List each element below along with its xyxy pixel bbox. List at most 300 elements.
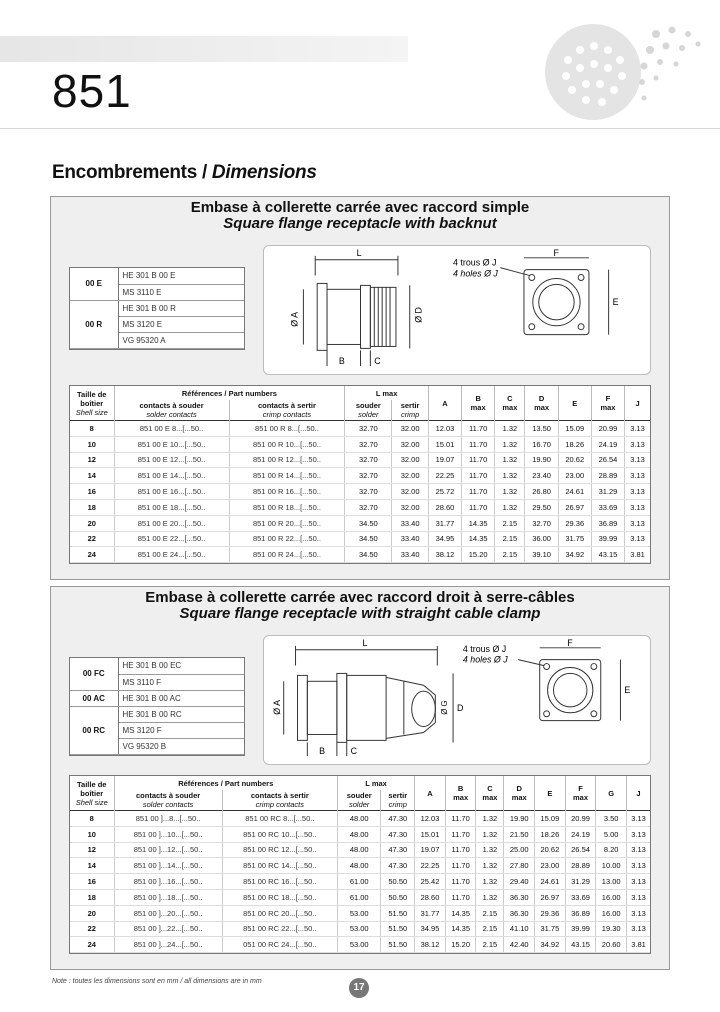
svg-text:4 trous Ø J: 4 trous Ø J (453, 257, 497, 268)
value-cell: 31.77 (428, 515, 461, 531)
header-col-e: E (558, 386, 591, 421)
value-cell: 11.70 (445, 811, 476, 827)
part-number-cell: 851 00 E 16...[...50.. (114, 484, 229, 500)
shell-size-cell: 22 (70, 921, 114, 937)
shell-size-cell: 8 (70, 811, 114, 827)
value-cell: 32.00 (392, 468, 429, 484)
header-col-c: C max (495, 386, 525, 421)
value-cell: 48.00 (338, 858, 381, 874)
shell-size-cell: 14 (70, 468, 114, 484)
value-cell: 26.97 (558, 499, 591, 515)
value-cell: 31.75 (535, 921, 566, 937)
value-cell: 32.00 (392, 452, 429, 468)
value-cell: 29.40 (504, 874, 535, 890)
table-row (70, 921, 650, 937)
header-part-numbers: Références / Part numbers (114, 386, 345, 400)
value-cell: 53.00 (338, 921, 381, 937)
value-cell: 15.01 (415, 826, 446, 842)
table-row (70, 436, 650, 452)
value-cell: 34.95 (415, 921, 446, 937)
value-cell: 36.89 (565, 905, 596, 921)
value-cell: 13.50 (525, 421, 558, 437)
value-cell: 33.40 (392, 515, 429, 531)
part-number-cell: 851 00 RC 16...[...50.. (222, 874, 337, 890)
value-cell: 1.32 (495, 452, 525, 468)
value-cell: 51.50 (381, 905, 415, 921)
shell-size-cell: 14 (70, 858, 114, 874)
shell-size-cell: 16 (70, 484, 114, 500)
shell-size-cell: 18 (70, 499, 114, 515)
value-cell: 3.13 (627, 889, 650, 905)
value-cell: 11.70 (462, 468, 495, 484)
value-cell: 3.13 (625, 436, 650, 452)
header-col-j: J (625, 386, 650, 421)
shell-size-cell: 24 (70, 937, 114, 953)
header-shell-size: Taille de boîtier Shell size (75, 779, 108, 807)
value-cell: 36.30 (504, 889, 535, 905)
value-cell: 18.26 (535, 826, 566, 842)
value-cell: 3.13 (627, 842, 650, 858)
header-solder-contacts: contacts à souder solder contacts (114, 400, 229, 421)
value-cell: 26.54 (591, 452, 624, 468)
value-cell: 23.00 (558, 468, 591, 484)
table-row (70, 937, 650, 953)
header-solder-contacts: contacts à souder solder contacts (114, 790, 222, 811)
part-number-cell: 851 00 E 14...[...50.. (114, 468, 229, 484)
value-cell: 25.72 (428, 484, 461, 500)
panel-title: Embase à collerette carrée avec raccord droit à serre-câbles Square flange receptacle with straight cable clamp (145, 589, 575, 622)
value-cell: 29.50 (525, 499, 558, 515)
value-cell: 34.92 (535, 937, 566, 953)
header-l-solder: souder solder (345, 400, 392, 421)
shell-size-cell: 24 (70, 547, 114, 563)
shell-size-cell: 8 (70, 421, 114, 437)
value-cell: 25.42 (415, 874, 446, 890)
header-l-crimp: sertir crimp (381, 790, 415, 811)
svg-text:L: L (362, 637, 368, 648)
panel-title: Embase à collerette carrée avec raccord simple Square flange receptacle with backnut (190, 199, 530, 232)
part-number-cell: 851 00 E 24...[...50.. (114, 547, 229, 563)
table-row (70, 858, 650, 874)
table-row (70, 842, 650, 858)
header-col-d: D max (504, 776, 535, 811)
header-l-max: L max (338, 776, 415, 790)
shell-size-cell: 10 (70, 436, 114, 452)
table-row (70, 468, 650, 484)
header-col-c: C max (476, 776, 504, 811)
value-cell: 11.70 (445, 874, 476, 890)
value-cell: 25.00 (504, 842, 535, 858)
part-number-cell: 851 00 RC 10...[...50.. (222, 826, 337, 842)
value-cell: 3.13 (625, 499, 650, 515)
value-cell: 15.09 (535, 811, 566, 827)
value-cell: 32.00 (392, 421, 429, 437)
value-cell: 11.70 (445, 858, 476, 874)
part-number-cell: 851 00 R 12...[...50.. (229, 452, 345, 468)
value-cell: 11.70 (445, 826, 476, 842)
part-number-cell: 851 00 R 22...[...50.. (229, 531, 345, 547)
value-cell: 32.70 (345, 499, 392, 515)
value-cell: 34.92 (558, 547, 591, 563)
part-number-cell: 851 00 R 8...[...50.. (229, 421, 345, 437)
value-cell: 14.35 (462, 531, 495, 547)
svg-text:L: L (356, 247, 362, 258)
shell-size-cell: 10 (70, 826, 114, 842)
value-cell: 11.70 (462, 452, 495, 468)
value-cell: 15.01 (428, 436, 461, 452)
part-number-cell: 851 00 RC 18...[...50.. (222, 889, 337, 905)
value-cell: 47.30 (381, 842, 415, 858)
reference-box: 00 FC HE 301 B 00 EC MS 3110 F 00 AC HE 301 B 00 AC 00 RC HE 301 B 00 RC MS 3120 F VG 95320 B (69, 657, 245, 756)
header-part-numbers: Références / Part numbers (114, 776, 338, 790)
part-number-cell: 851 00 R 16...[...50.. (229, 484, 345, 500)
value-cell: 3.50 (596, 811, 627, 827)
part-number-cell: 851 00 ]...12...[...50.. (114, 842, 222, 858)
value-cell: 16.00 (596, 889, 627, 905)
value-cell: 3.13 (627, 874, 650, 890)
header-divider (0, 128, 720, 129)
value-cell: 33.69 (565, 889, 596, 905)
value-cell: 20.62 (558, 452, 591, 468)
value-cell: 3.13 (627, 858, 650, 874)
value-cell: 3.13 (627, 905, 650, 921)
value-cell: 34.95 (428, 531, 461, 547)
value-cell: 48.00 (338, 842, 381, 858)
part-number-cell: 851 00 RC 12...[...50.. (222, 842, 337, 858)
value-cell: 22.25 (415, 858, 446, 874)
part-number-cell: 851 00 ]...20...[...50.. (114, 905, 222, 921)
value-cell: 1.32 (495, 484, 525, 500)
value-cell: 1.32 (495, 499, 525, 515)
value-cell: 36.89 (591, 515, 624, 531)
svg-text:F: F (553, 247, 559, 258)
value-cell: 26.97 (535, 889, 566, 905)
value-cell: 3.13 (625, 468, 650, 484)
value-cell: 1.32 (476, 811, 504, 827)
series-number: 851 (52, 65, 132, 117)
table-row (70, 874, 650, 890)
value-cell: 2.15 (495, 547, 525, 563)
header-col-f: F max (565, 776, 596, 811)
value-cell: 53.00 (338, 905, 381, 921)
value-cell: 3.13 (625, 531, 650, 547)
value-cell: 50.50 (381, 889, 415, 905)
value-cell: 33.69 (591, 499, 624, 515)
svg-text:Ø G: Ø G (440, 700, 450, 715)
shell-size-cell: 12 (70, 452, 114, 468)
value-cell: 18.26 (558, 436, 591, 452)
header-shell-size: Taille de boîtier Shell size (75, 389, 108, 417)
value-cell: 31.75 (558, 531, 591, 547)
value-cell: 19.90 (525, 452, 558, 468)
reference-box: 00 E HE 301 B 00 E MS 3110 E 00 R HE 301 B 00 R MS 3120 E VG 95320 A (69, 267, 245, 350)
header-bar (0, 36, 408, 62)
shell-size-cell: 18 (70, 889, 114, 905)
value-cell: 32.70 (525, 515, 558, 531)
value-cell: 36.00 (525, 531, 558, 547)
svg-text:B: B (338, 356, 345, 367)
header-col-a: A (415, 776, 446, 811)
value-cell: 28.89 (591, 468, 624, 484)
part-number-cell: 851 00 RC 22...[...50.. (222, 921, 337, 937)
value-cell: 12.03 (428, 421, 461, 437)
part-number-cell: 851 00 ]...22...[...50.. (114, 921, 222, 937)
value-cell: 39.99 (565, 921, 596, 937)
value-cell: 1.32 (495, 468, 525, 484)
part-number-cell: 851 00 ]...18...[...50.. (114, 889, 222, 905)
part-number-cell: 851 00 E 12...[...50.. (114, 452, 229, 468)
table-row (70, 905, 650, 921)
value-cell: 19.07 (428, 452, 461, 468)
decorative-dots-logo (538, 20, 708, 120)
value-cell: 36.30 (504, 905, 535, 921)
value-cell: 11.70 (462, 421, 495, 437)
value-cell: 47.30 (381, 811, 415, 827)
part-number-cell: 851 00 E 8...[...50.. (114, 421, 229, 437)
value-cell: 3.81 (625, 547, 650, 563)
table-row (70, 826, 650, 842)
table-row (70, 811, 650, 827)
value-cell: 39.99 (591, 531, 624, 547)
value-cell: 14.35 (462, 515, 495, 531)
value-cell: 32.00 (392, 436, 429, 452)
header-l-crimp: sertir crimp (392, 400, 429, 421)
part-number-cell: 851 00 R 24...[...50.. (229, 547, 345, 563)
value-cell: 24.19 (565, 826, 596, 842)
value-cell: 20.60 (596, 937, 627, 953)
panel-cable-clamp (50, 586, 670, 970)
value-cell: 38.12 (428, 547, 461, 563)
header-col-b: B max (462, 386, 495, 421)
value-cell: 29.36 (558, 515, 591, 531)
table-row (70, 515, 650, 531)
value-cell: 3.13 (627, 826, 650, 842)
value-cell: 31.77 (415, 905, 446, 921)
part-number-cell: 851 00 ]...10...[...50.. (114, 826, 222, 842)
value-cell: 20.99 (565, 811, 596, 827)
value-cell: 3.13 (625, 515, 650, 531)
table-row (70, 484, 650, 500)
svg-text:4 holes Ø J: 4 holes Ø J (462, 654, 508, 665)
value-cell: 34.50 (345, 547, 392, 563)
value-cell: 34.50 (345, 515, 392, 531)
value-cell: 11.70 (462, 484, 495, 500)
value-cell: 1.32 (476, 874, 504, 890)
value-cell: 2.15 (476, 921, 504, 937)
header-crimp-contacts: contacts à sertir crimp contacts (222, 790, 337, 811)
shell-size-cell: 22 (70, 531, 114, 547)
svg-text:C: C (350, 746, 358, 757)
value-cell: 28.60 (415, 889, 446, 905)
header-col-d: D max (525, 386, 558, 421)
value-cell: 14.35 (445, 905, 476, 921)
value-cell: 3.13 (627, 811, 650, 827)
value-cell: 1.32 (495, 421, 525, 437)
svg-text:C: C (374, 356, 381, 367)
part-number-cell: 851 00 ]...16...[...50.. (114, 874, 222, 890)
value-cell: 39.10 (525, 547, 558, 563)
shell-size-cell: 12 (70, 842, 114, 858)
value-cell: 31.29 (591, 484, 624, 500)
header-col-f: F max (591, 386, 624, 421)
connector-drawing (263, 635, 651, 765)
part-number-cell: 851 00 R 20...[...50.. (229, 515, 345, 531)
part-number-cell: 851 00 R 18...[...50.. (229, 499, 345, 515)
value-cell: 3.13 (625, 452, 650, 468)
value-cell: 28.60 (428, 499, 461, 515)
value-cell: 27.80 (504, 858, 535, 874)
value-cell: 19.30 (596, 921, 627, 937)
header-col-a: A (428, 386, 461, 421)
value-cell: 32.00 (392, 484, 429, 500)
value-cell: 22.25 (428, 468, 461, 484)
value-cell: 14.35 (445, 921, 476, 937)
table-row (70, 452, 650, 468)
table-row (70, 531, 650, 547)
panel-backnut (50, 196, 670, 580)
value-cell: 53.00 (338, 937, 381, 953)
svg-text:E: E (624, 685, 631, 696)
value-cell: 47.30 (381, 858, 415, 874)
value-cell: 42.40 (504, 937, 535, 953)
value-cell: 23.40 (525, 468, 558, 484)
svg-text:Ø A: Ø A (289, 311, 300, 327)
value-cell: 32.00 (392, 499, 429, 515)
header-col-g: G (596, 776, 627, 811)
header-l-solder: souder solder (338, 790, 381, 811)
value-cell: 51.50 (381, 921, 415, 937)
page-number: 17 (349, 978, 369, 998)
value-cell: 11.70 (445, 889, 476, 905)
part-number-cell: 051 00 RC 24...[...50.. (222, 937, 337, 953)
value-cell: 1.32 (476, 889, 504, 905)
value-cell: 2.15 (495, 531, 525, 547)
value-cell: 15.20 (462, 547, 495, 563)
part-number-cell: 851 00 R 10...[...50.. (229, 436, 345, 452)
value-cell: 20.62 (535, 842, 566, 858)
value-cell: 32.70 (345, 436, 392, 452)
value-cell: 5.00 (596, 826, 627, 842)
part-number-cell: 851 00 RC 20...[...50.. (222, 905, 337, 921)
value-cell: 23.00 (535, 858, 566, 874)
shell-size-cell: 20 (70, 905, 114, 921)
header-col-b: B max (445, 776, 476, 811)
svg-text:4 holes Ø J: 4 holes Ø J (453, 268, 498, 279)
value-cell: 24.61 (535, 874, 566, 890)
value-cell: 3.13 (625, 484, 650, 500)
part-number-cell: 851 00 E 10...[...50.. (114, 436, 229, 452)
value-cell: 1.32 (495, 436, 525, 452)
value-cell: 31.29 (565, 874, 596, 890)
value-cell: 48.00 (338, 826, 381, 842)
value-cell: 33.40 (392, 547, 429, 563)
value-cell: 61.00 (338, 874, 381, 890)
value-cell: 33.40 (392, 531, 429, 547)
value-cell: 2.15 (476, 905, 504, 921)
value-cell: 24.19 (591, 436, 624, 452)
table-header (70, 386, 650, 421)
value-cell: 12.03 (415, 811, 446, 827)
svg-text:B: B (319, 746, 326, 757)
header-crimp-contacts: contacts à sertir crimp contacts (229, 400, 345, 421)
part-number-cell: 851 00 ]...24...[...50.. (114, 937, 222, 953)
part-number-cell: 851 00 R 14...[...50.. (229, 468, 345, 484)
value-cell: 16.70 (525, 436, 558, 452)
svg-text:4 trous Ø J: 4 trous Ø J (462, 643, 507, 654)
value-cell: 61.00 (338, 889, 381, 905)
table-row (70, 547, 650, 563)
dimension-table (69, 775, 651, 954)
value-cell: 20.99 (591, 421, 624, 437)
value-cell: 21.50 (504, 826, 535, 842)
svg-text:E: E (612, 297, 619, 308)
value-cell: 11.70 (462, 499, 495, 515)
value-cell: 43.15 (591, 547, 624, 563)
part-number-cell: 851 00 ]...14...[...50.. (114, 858, 222, 874)
value-cell: 32.70 (345, 452, 392, 468)
value-cell: 15.20 (445, 937, 476, 953)
value-cell: 43.15 (565, 937, 596, 953)
value-cell: 1.32 (476, 858, 504, 874)
value-cell: 47.30 (381, 826, 415, 842)
section-title: Encombrements / Dimensions (52, 162, 317, 183)
value-cell: 32.70 (345, 484, 392, 500)
part-number-cell: 851 00 E 22...[...50.. (114, 531, 229, 547)
value-cell: 28.89 (565, 858, 596, 874)
svg-text:D: D (457, 702, 464, 713)
value-cell: 8.20 (596, 842, 627, 858)
part-number-cell: 851 00 E 20...[...50.. (114, 515, 229, 531)
value-cell: 10.00 (596, 858, 627, 874)
value-cell: 48.00 (338, 811, 381, 827)
value-cell: 1.32 (476, 842, 504, 858)
value-cell: 3.13 (627, 921, 650, 937)
value-cell: 51.50 (381, 937, 415, 953)
svg-text:Ø A: Ø A (271, 699, 282, 715)
shell-size-cell: 20 (70, 515, 114, 531)
value-cell: 3.13 (625, 421, 650, 437)
value-cell: 41.10 (504, 921, 535, 937)
dimension-table (69, 385, 651, 564)
table-row (70, 499, 650, 515)
value-cell: 26.80 (525, 484, 558, 500)
svg-text:Ø D: Ø D (413, 307, 424, 323)
part-number-cell: 851 00 RC 14...[...50.. (222, 858, 337, 874)
connector-drawing (263, 245, 651, 375)
value-cell: 1.32 (476, 826, 504, 842)
value-cell: 34.50 (345, 531, 392, 547)
part-number-cell: 851 00 ]...8...[...50.. (114, 811, 222, 827)
value-cell: 16.00 (596, 905, 627, 921)
value-cell: 29.36 (535, 905, 566, 921)
value-cell: 38.12 (415, 937, 446, 953)
value-cell: 2.15 (476, 937, 504, 953)
value-cell: 32.70 (345, 421, 392, 437)
part-number-cell: 851 00 RC 8...[...50.. (222, 811, 337, 827)
value-cell: 19.90 (504, 811, 535, 827)
footnote: Note : toutes les dimensions sont en mm / all dimensions are in mm (52, 978, 262, 985)
value-cell: 13.00 (596, 874, 627, 890)
value-cell: 11.70 (462, 436, 495, 452)
value-cell: 11.70 (445, 842, 476, 858)
header-l-max: L max (345, 386, 429, 400)
value-cell: 50.50 (381, 874, 415, 890)
table-header (70, 776, 650, 811)
header-col-j: J (627, 776, 650, 811)
table-row (70, 889, 650, 905)
value-cell: 24.61 (558, 484, 591, 500)
value-cell: 19.07 (415, 842, 446, 858)
